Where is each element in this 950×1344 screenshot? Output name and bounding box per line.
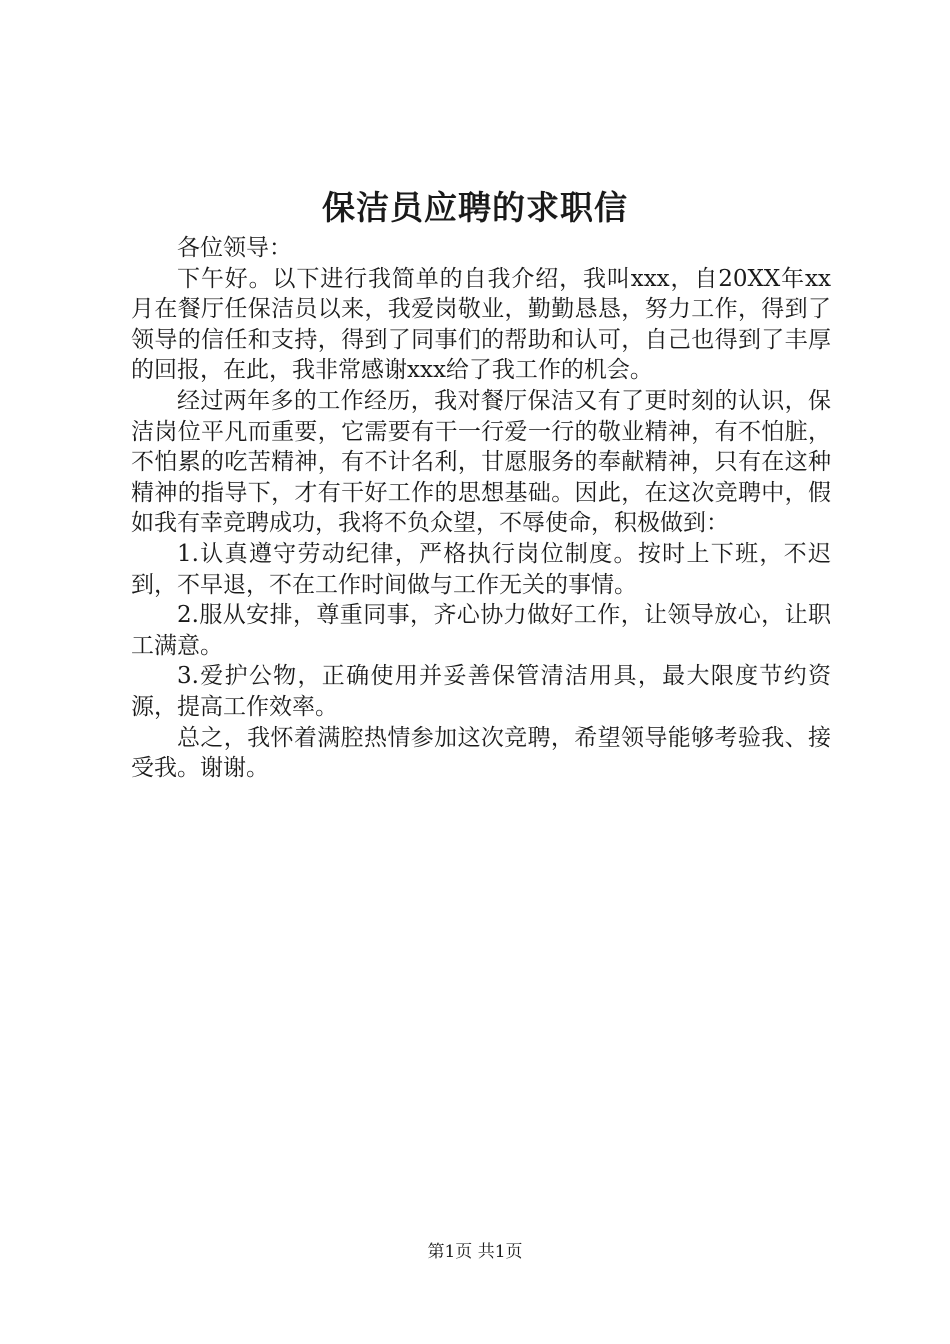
letter-body	[131, 233, 831, 784]
salutation: 各位领导：	[177, 235, 292, 261]
page-title: 保洁员应聘的求职信	[322, 188, 628, 227]
list-item-2: 2.服从安排，尊重同事，齐心协力做好工作，让领导放心，让职工满意。	[131, 602, 831, 659]
paragraph-experience: 经过两年多的工作经历，我对餐厅保洁又有了更时刻的认识，保洁岗位平凡而重要，它需要有干一行爱一行的敬业精神，有不怕脏，不怕累的吃苦精神，有不计名利，甘愿服务的奉献精神，只有在这种精神的指导下，才有干好工作的思想基础。因此，在这次竞聘中，假如我有幸竞聘成功，我将不负众望，不辱使命，积极做到：	[131, 387, 831, 537]
page-footer: 第1页 共1页	[427, 1242, 523, 1262]
list-item-3: 3.爱护公物，正确使用并妥善保管清洁用具，最大限度节约资源，提高工作效率。	[131, 663, 831, 720]
paragraph-intro: 下午好。以下进行我简单的自我介绍，我叫xxx，自20XX年xx月在餐厅任保洁员以来，我爱岗敬业，勤勤恳恳，努力工作，得到了领导的信任和支持，得到了同事们的帮助和认可，自己也得到了丰厚的回报，在此，我非常感谢xxx给了我工作的机会。	[131, 265, 831, 384]
paragraph-closing: 总之，我怀着满腔热情参加这次竞聘，希望领导能够考验我、接受我。谢谢。	[131, 724, 831, 782]
list-item-1: 1.认真遵守劳动纪律，严格执行岗位制度。按时上下班，不迟到，不早退，不在工作时间做与工作无关的事情。	[131, 540, 831, 598]
